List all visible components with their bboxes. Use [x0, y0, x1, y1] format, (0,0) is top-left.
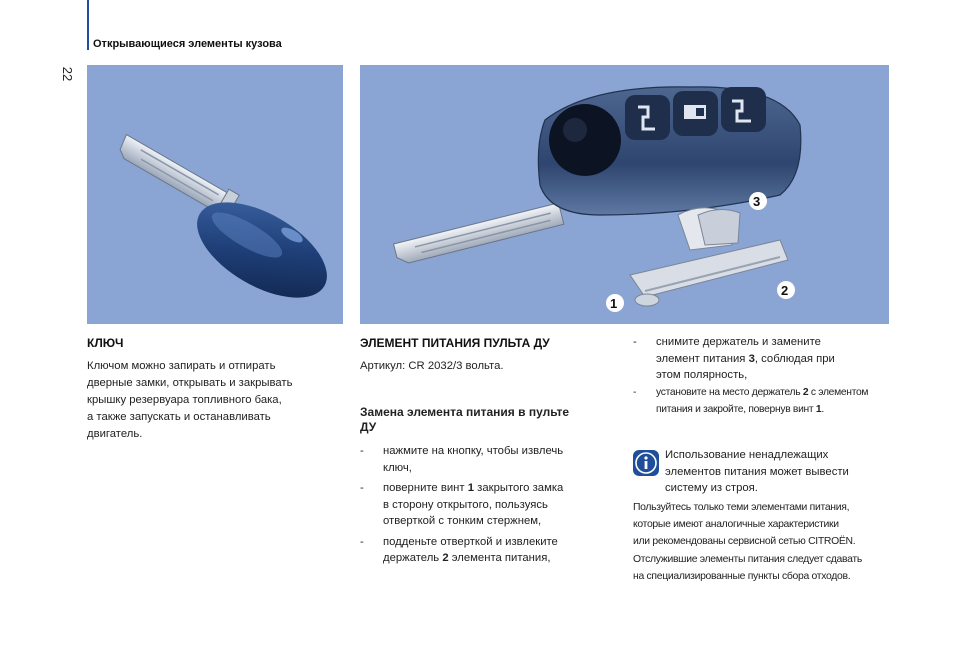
- step-ref-number: 1: [467, 482, 475, 494]
- step-line: [656, 384, 895, 401]
- step-text: закрытого замка: [474, 482, 564, 494]
- callout-2: 2: [781, 283, 789, 298]
- list-item: [360, 443, 615, 476]
- list-dash: -: [360, 535, 364, 548]
- remote-illustration-icon: [360, 65, 889, 324]
- key-line: Ключом можно запирать и отпирать: [87, 360, 276, 372]
- battery-article: Артикул: CR 2032/3 вольта.: [360, 360, 504, 372]
- key-section-title: КЛЮЧ: [87, 336, 124, 350]
- info-icon: [633, 450, 659, 476]
- step-text: установите на место держатель: [656, 387, 803, 398]
- step-line: [656, 351, 895, 368]
- note-line: Отслужившие элементы питания следует сдавать: [633, 553, 862, 565]
- list-dash: -: [360, 445, 364, 457]
- step-line: подденьте отверткой и извлеките: [383, 535, 558, 548]
- step-text: поверните винт: [383, 482, 468, 494]
- step-line: [656, 401, 895, 418]
- info-line: систему из строя.: [665, 482, 758, 494]
- battery-section-title: ЭЛЕМЕНТ ПИТАНИЯ ПУЛЬТА ДУ: [360, 336, 550, 350]
- step-text: питания и закройте, повернув винт: [656, 404, 816, 415]
- step-line: этом полярность,: [656, 369, 748, 381]
- step-text: элемента питания,: [448, 552, 551, 564]
- step-text: .: [821, 404, 824, 415]
- step-line: [383, 550, 615, 567]
- note-line: которые имеют аналогичные характеристики: [633, 519, 839, 531]
- callout-3: 3: [753, 194, 761, 209]
- list-item: [360, 534, 615, 567]
- note-line: или рекомендованы сервисной сетью CITROËN.: [633, 536, 856, 548]
- step-line: в сторону открытого, пользуясь: [383, 498, 548, 511]
- key-illustration-icon: [87, 65, 343, 324]
- step-line: нажмите на кнопку, чтобы извлечь: [383, 445, 564, 457]
- subtitle-line: Замена элемента питания в пульте: [360, 405, 570, 419]
- replacement-subtitle: [360, 405, 620, 435]
- replacement-steps-list: [360, 443, 615, 571]
- section-title: Открывающиеся элементы кузова: [93, 38, 282, 50]
- list-dash: -: [633, 387, 637, 398]
- step-ref-number: 2: [802, 387, 809, 398]
- remote-figure: [360, 65, 889, 324]
- info-line: Использование ненадлежащих: [665, 449, 829, 461]
- subtitle-line: ДУ: [360, 420, 377, 434]
- list-item: [360, 480, 615, 530]
- step-line: снимите держатель и замените: [656, 336, 821, 348]
- list-dash: -: [633, 336, 637, 348]
- info-warning: [665, 447, 890, 497]
- step-ref-number: 2: [442, 552, 449, 564]
- step-line: ключ,: [383, 461, 412, 474]
- key-line: дверные замки, открывать и закрывать: [87, 377, 293, 389]
- step-text: с элементом: [808, 387, 869, 398]
- key-line: двигатель.: [87, 428, 143, 440]
- key-line: крышку резервуара топливного бака,: [87, 394, 282, 406]
- step-ref-number: 1: [815, 404, 822, 415]
- list-dash: -: [360, 482, 364, 494]
- step-line: [383, 480, 615, 497]
- list-item: [633, 384, 895, 418]
- key-line: а также запускать и останавливать: [87, 411, 271, 423]
- step-line: отверткой с тонким стержнем,: [383, 515, 542, 527]
- continued-steps-list-2: [633, 384, 895, 422]
- list-item: [633, 334, 895, 384]
- disposal-note: [633, 499, 895, 585]
- callout-1: 1: [610, 296, 618, 311]
- header-accent-bar: [87, 0, 89, 50]
- step-text: элемент питания: [656, 352, 749, 365]
- info-line: элементов питания может вывести: [665, 465, 849, 478]
- continued-steps-list: [633, 334, 895, 388]
- key-figure: [87, 65, 343, 324]
- note-line: Пользуйтесь только теми элементами питания,: [633, 502, 850, 513]
- step-ref-number: 3: [748, 352, 755, 365]
- step-text: , соблюдая при: [754, 352, 835, 365]
- key-description: [87, 358, 347, 443]
- page-number: 22: [60, 66, 75, 82]
- step-text: держатель: [383, 552, 443, 564]
- note-line: на специализированные пункты сбора отходов.: [633, 570, 851, 582]
